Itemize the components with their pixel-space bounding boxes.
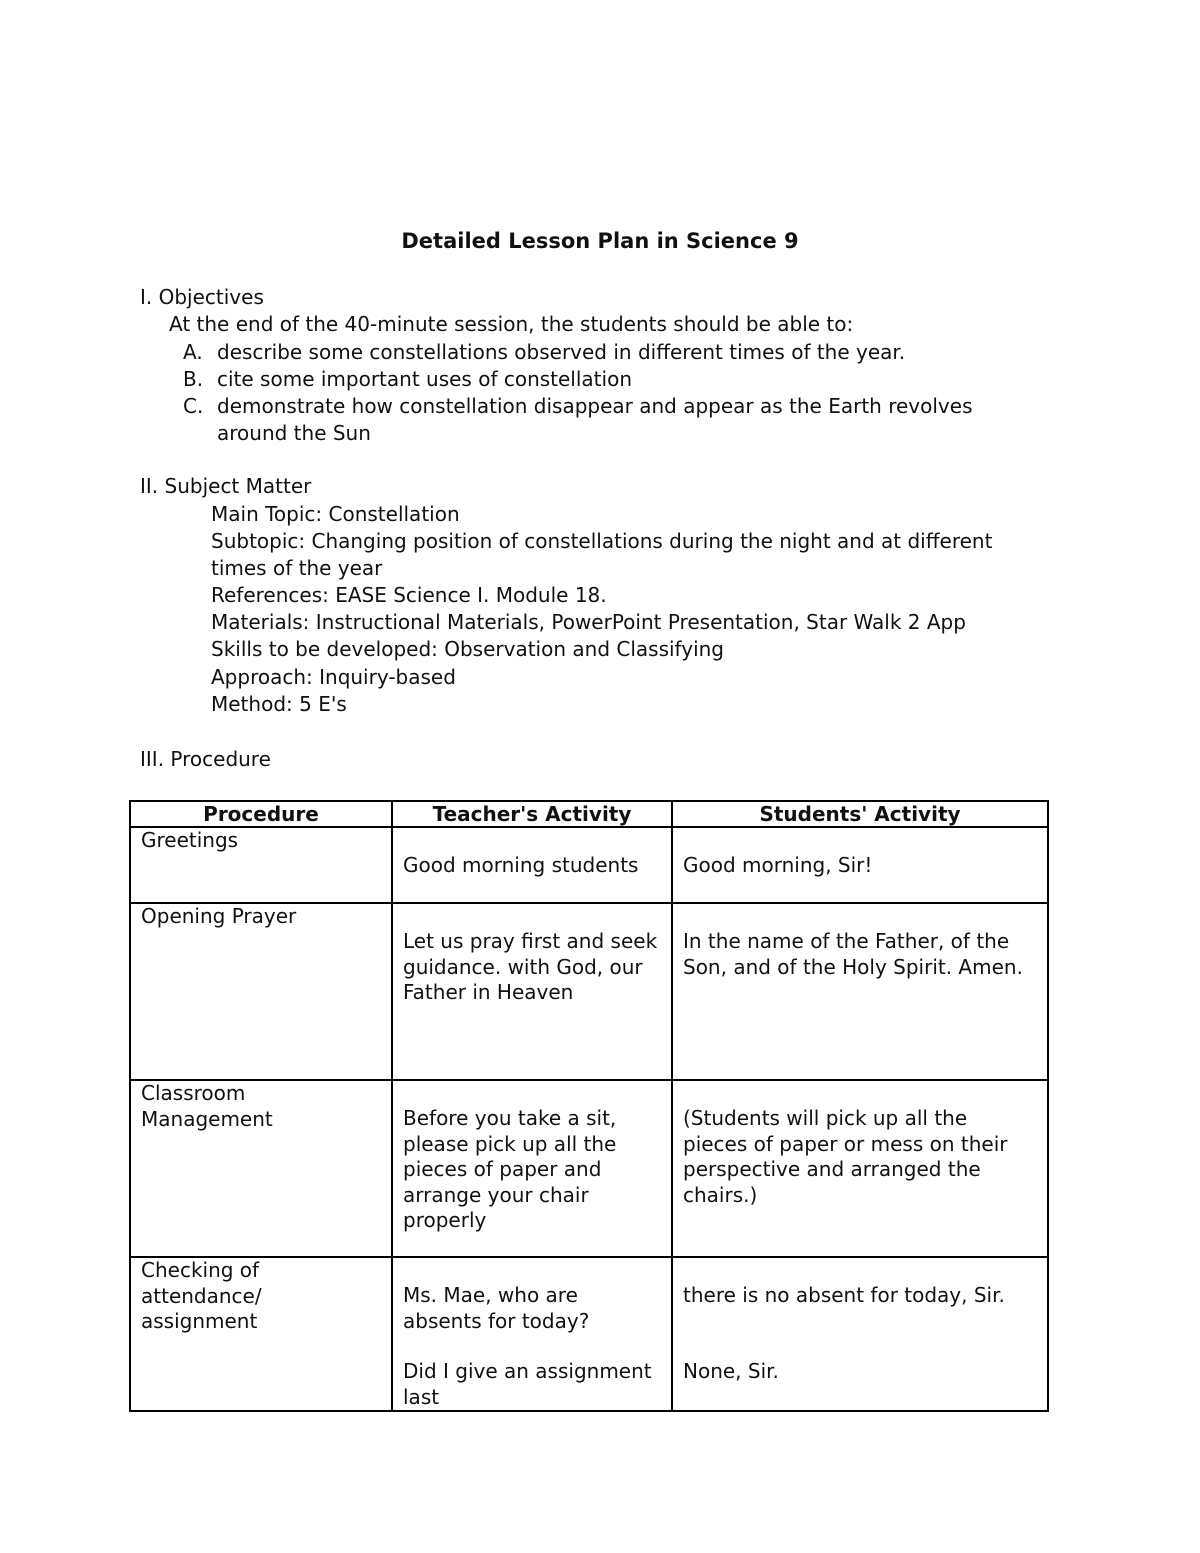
objectives-heading: I. Objectives (140, 285, 264, 309)
teacher-text-2: Did I give an assignment last (403, 1359, 652, 1409)
objective-item-a: describe some constellations observed in different times of the year. (217, 340, 906, 364)
procedure-label: Classroom Management (141, 1081, 273, 1131)
table-header-row (130, 801, 1048, 827)
teacher-text: Good morning students (403, 853, 639, 877)
student-cell (672, 827, 1048, 903)
skills: Skills to be developed: Observation and Classifying (211, 637, 724, 661)
procedure-heading: III. Procedure (140, 747, 271, 771)
procedure-label: Greetings (141, 828, 239, 852)
student-text: Good morning, Sir! (683, 853, 873, 877)
student-cell (672, 1257, 1048, 1411)
objectives-intro: At the end of the 40-minute session, the students should be able to: (169, 312, 854, 336)
references: References: EASE Science I. Module 18. (211, 583, 607, 607)
objective-item-c-continued: around the Sun (217, 421, 371, 445)
student-text: there is no absent for today, Sir. (683, 1283, 1005, 1307)
objective-marker-b: B. (183, 367, 204, 391)
subject-matter-heading: II. Subject Matter (140, 474, 312, 498)
student-cell (672, 903, 1048, 1080)
approach: Approach: Inquiry-based (211, 665, 456, 689)
procedure-cell (130, 1257, 392, 1411)
student-text: In the name of the Father, of the Son, and of the Holy Spirit. Amen. (683, 929, 1023, 979)
procedure-label: Checking of attendance/ assignment (141, 1258, 262, 1333)
objective-marker-c: C. (183, 394, 204, 418)
table-row (130, 903, 1048, 1080)
column-header-students-activity: Students' Activity (672, 801, 1048, 827)
materials: Materials: Instructional Materials, PowerPoint Presentation, Star Walk 2 App (211, 610, 966, 634)
student-cell (672, 1080, 1048, 1257)
column-header-procedure: Procedure (130, 801, 392, 827)
subtopic-continued: times of the year (211, 556, 383, 580)
subtopic: Subtopic: Changing position of constellations during the night and at different (211, 529, 993, 553)
column-header-teacher-activity: Teacher's Activity (392, 801, 672, 827)
procedure-cell (130, 827, 392, 903)
table-row (130, 1257, 1048, 1411)
method: Method: 5 E's (211, 692, 347, 716)
table-row (130, 1080, 1048, 1257)
teacher-cell (392, 1080, 672, 1257)
objective-marker-a: A. (183, 340, 203, 364)
procedure-cell (130, 903, 392, 1080)
procedure-label: Opening Prayer (141, 904, 297, 928)
teacher-text: Before you take a sit, please pick up all the pieces of paper and arrange your chair properly (403, 1106, 617, 1232)
student-text: (Students will pick up all the pieces of paper or mess on their perspective and arranged the chairs.) (683, 1106, 1008, 1207)
teacher-text: Let us pray first and seek guidance. with God, our Father in Heaven (403, 929, 658, 1004)
procedure-cell (130, 1080, 392, 1257)
table-row (130, 827, 1048, 903)
main-topic: Main Topic: Constellation (211, 502, 460, 526)
objective-item-b: cite some important uses of constellation (217, 367, 632, 391)
teacher-text: Ms. Mae, who are absents for today? (403, 1283, 590, 1333)
teacher-cell (392, 827, 672, 903)
objective-item-c: demonstrate how constellation disappear and appear as the Earth revolves (217, 394, 973, 418)
procedure-table (129, 800, 1049, 1412)
teacher-cell (392, 903, 672, 1080)
student-text-2: None, Sir. (683, 1358, 779, 1383)
page-title: Detailed Lesson Plan in Science 9 (401, 229, 799, 253)
teacher-cell (392, 1257, 672, 1411)
